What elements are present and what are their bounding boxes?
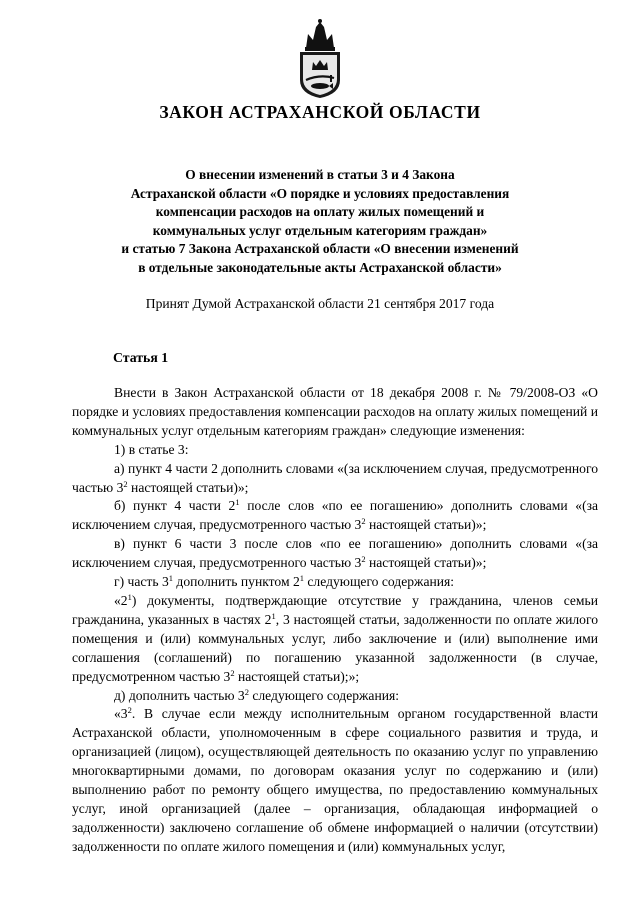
paragraph: Внести в Закон Астраханской области от 18 декабря 2008 г. № 79/2008-ОЗ «О порядке и условиях предоставления компенсации расходов на оплату жилых помещений и коммунальных услуг отдельным категориям граждан» следующие изменения:: [72, 385, 598, 438]
law-title: ЗАКОН АСТРАХАНСКОЙ ОБЛАСТИ: [159, 102, 481, 122]
paragraph: 1) в статье 3:: [114, 441, 189, 457]
adoption-note: Принят Думой Астраханской области 21 сентября 2017 года: [145, 296, 495, 311]
paragraph: а) пункт 4 части 2 дополнить словами «(за исключением случая, предусмотренного частью $3^2$ настоящей статьи)»;: [72, 460, 598, 495]
subtitle-line: Астраханской области «О порядке и условиях предоставления: [130, 185, 510, 201]
paragraph: в) пункт 6 части 3 после слов «по ее погашению» дополнить словами «(за исключением случая, предусмотренного частью $3^2$ настоящей статьи)»;: [72, 536, 598, 571]
subtitle-line: компенсации расходов на оплату жилых помещений и: [155, 204, 485, 219]
article-heading: Статья 1: [113, 350, 169, 365]
law-subtitle: [100, 166, 540, 277]
paragraph: «$2^1$) документы, подтверждающие отсутствие у гражданина, членов семьи гражданина, указанных в частях $2^1$, 3 настоящей статьи, задолженности по оплате жилого помещения и (или) коммунальных услуг, либо заключение и (или) выполнение ими соглашения (соглашений) по погашению указанной задолженности (в случае, предусмотренном частью $3^2$ настоящей статьи);»;: [72, 591, 599, 684]
astrakhan-coat-of-arms-icon: [294, 18, 346, 100]
subtitle-line: и статью 7 Закона Астраханской области «О внесении изменений: [121, 241, 519, 256]
paragraph: б) пункт 4 части $2^1$ после слов «по ее погашению» дополнить словами «(за исключением случая, предусмотренного частью $3^2$ настоящей статьи)»;: [72, 497, 599, 533]
article-body: [72, 384, 598, 857]
subtitle-line: коммунальных услуг отдельным категориям граждан»: [152, 222, 488, 238]
subtitle-line: О внесении изменений в статьи 3 и 4 Закона: [185, 167, 455, 182]
paragraph: д) дополнить частью $3^2$ следующего содержания:: [114, 686, 400, 703]
paragraph: «$3^2$. В случае если между исполнительным органом государственной власти Астраханской области, уполномоченным в сфере социального развития и труда, и организацией (лицом), осуществляющей деятельность по оказанию услуг по управлению многоквартирными домами, по договорам оказания услуг по содержанию и (или) выполнению работ по ремонту общего имущества, по предоставлению коммунальных услуг, иной организацией (далее – организация, обладающая информацией о задолженности) заключено соглашение об обмене информацией о наличии (отсутствии) задолженности по оплате жилого помещения и (или) коммунальных услуг,: [72, 705, 598, 854]
paragraph: г) часть $3^1$ дополнить пунктом $2^1$ следующего содержания:: [114, 573, 455, 590]
subtitle-line: в отдельные законодательные акты Астраханской области»: [138, 259, 502, 275]
